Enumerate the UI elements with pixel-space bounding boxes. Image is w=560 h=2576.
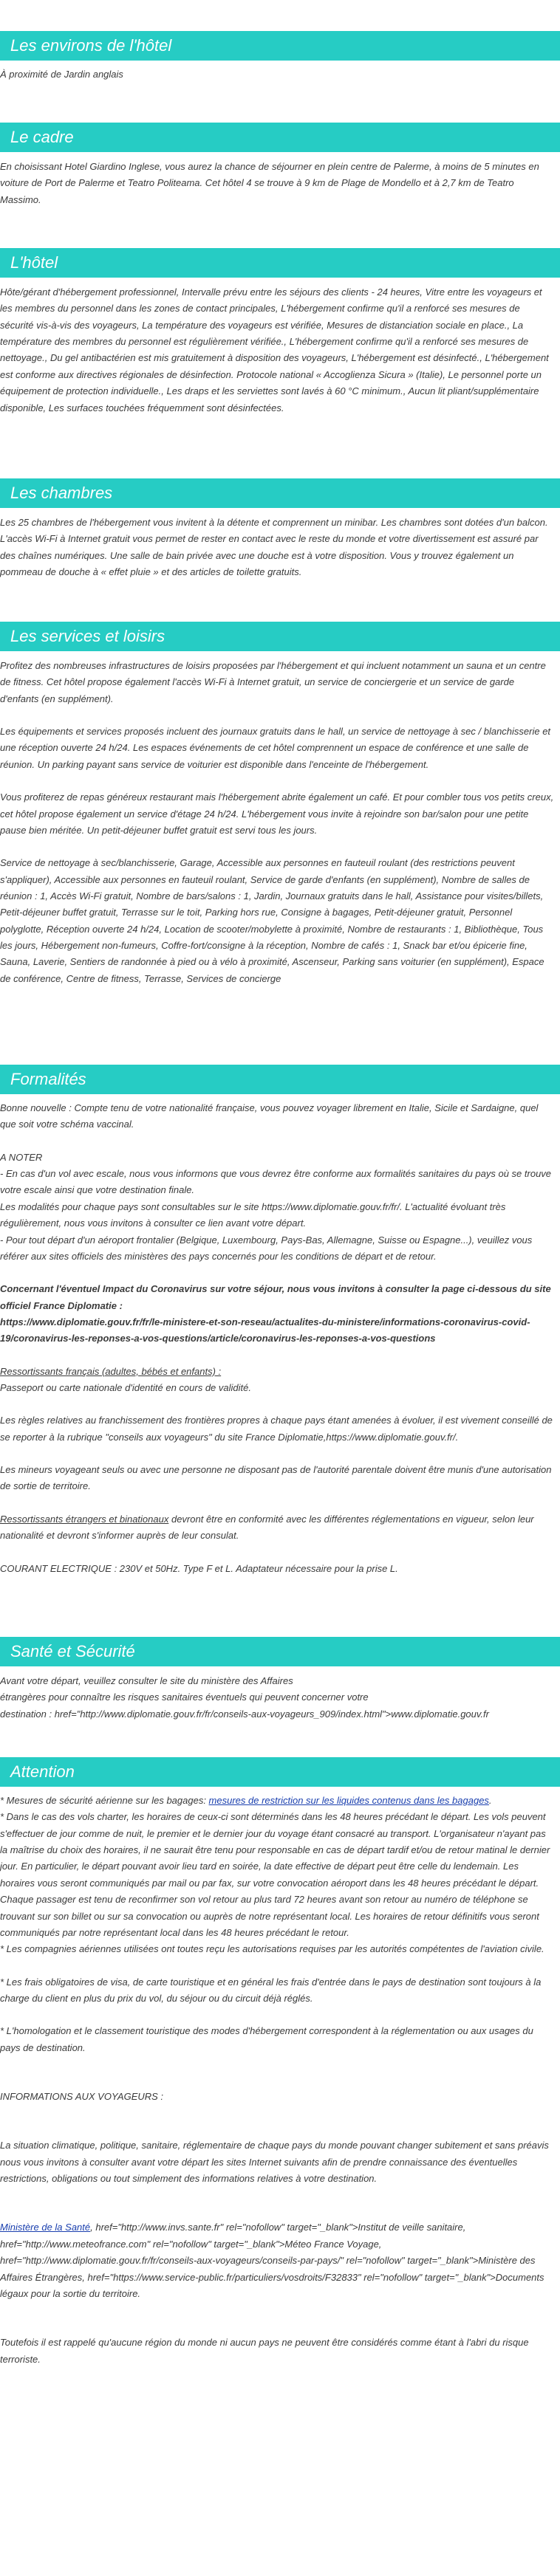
formalites-electric: COURANT ELECTRIQUE : 230V et 50Hz. Type F et L. Adaptateur nécessaire pour la prise L.	[0, 1562, 398, 1574]
services-paragraph-1: Profitez des nombreuses infrastructures de loisirs proposées par l'hébergement et qui incluent notamment un sauna et un centre de fitness. Cet hôtel propose également l'accès Wi-Fi à Internet gratuit, un service de conciergerie et un service de garde d'enfants (en supplément).	[0, 660, 546, 704]
ministere-sante-link[interactable]: Ministère de la Santé	[0, 2222, 91, 2233]
hotel-text: Hôte/gérant d'hébergement professionnel, Intervalle prévu entre les séjours des clients - 24 heures, Vitre entre les voyageurs et les membres du personnel dans les zones de contact principales, L'hébergement confirme qu'il a renforcé ses mesures de sécurité vis-à-vis des voyageurs, La température des voyageurs est vérifiée, Mesures de distanciation sociale en place., La température des membres du personnel est régulièrement vérifiée., L'hébergement confirme qu'il a renforcé ses mesures de nettoyage., Du gel antibactérien est mis gratuitement à disposition des voyageurs, L'hébergement est désinfecté., L'hébergement est conforme aux directives régionales de désinfection. Protocole national « Accoglienza Sicura » (Italie), Le personnel porte un équipement de protection individuelle., Les draps et les serviettes sont lavés à 60 °C minimum., Aucun lit pliant/supplémentaire disponible, Les surfaces touchées fréquemment sont désinfectées.	[0, 286, 549, 413]
formalites-section	[0, 1100, 556, 1577]
attention-links-rest: , href="http://www.invs.sante.fr" rel="nofollow" target="_blank">Institut de veille sanitaire, href="http://www.meteofrance.com" rel="nofollow" target="_blank">Méteo France Voyage, href="http://www.diplomatie.gouv.fr/fr/conseils-aux-voyageurs/conseils-par-pays/" rel="nofollow" target="_blank">Ministère des Affaires Étrangères, href="https://www.service-public.fr/particuliers/vosdroits/F32833" rel="nofollow" target="_blank">Documents légaux pour la sortie du territoire.	[0, 2222, 544, 2299]
attention-situation-2: nous vous invitons à consulter avant votre départ les sites Internet suivants afin de prendre connaissance des éventuelles restrictions, obligations ou tout simplement des informations relatives à votre destination.	[0, 2156, 518, 2185]
attention-terrorism: Toutefois il est rappelé qu'aucune région du monde ni aucun pays ne peuvent être considérés comme étant à l'abri du risque terroriste.	[0, 2337, 529, 2365]
section-title-formalites: Formalités	[0, 1065, 560, 1094]
attention-luggage-prefix: * Mesures de sécurité aérienne sur les bagages:	[0, 1795, 209, 1806]
cadre-text: En choisissant Hotel Giardino Inglese, vous aurez la chance de séjourner en plein centre de Palerme, à moins de 5 minutes en voiture de Port de Palerme et Teatro Politeama. Cet hôtel 4 se trouve à 9 km de Plage de Mondello et à 2,7 km de Teatro Massimo.	[0, 161, 539, 205]
formalites-foreigners	[0, 1511, 556, 1545]
section-title-services: Les services et loisirs	[0, 622, 560, 651]
services-paragraph-3: Vous profiterez de repas généreux restaurant mais l'hébergement abrite également un café. Et pour combler tous vos petits creux, cet hôtel propose également un service d'étage 24 h/24. L'hébergement vous invite à rejoindre son bar/salon pour une petite pause bien méritée. Un petit-déjeuner buffet gratuit est servi tous les jours.	[0, 791, 554, 836]
environs-section	[0, 66, 556, 83]
section-title-attention: Attention	[0, 1757, 560, 1787]
hotel-section	[0, 284, 556, 416]
environs-text: À proximité de Jardin anglais	[0, 69, 123, 80]
sante-line-2: étrangères pour connaître les risques sanitaires éventuels qui peuvent concerner votre	[0, 1691, 369, 1703]
formalites-note-line2: Les modalités pour chaque pays sont consultables sur le site https://www.diplomatie.gouv.fr/fr/. L'actualité évoluant très régulièrement, nous vous invitons à consulter ce lien avant votre départ.	[0, 1201, 506, 1229]
formalites-note-line3: - Pour tout départ d'un aéroport frontalier (Belgique, Luxembourg, Pays-Bas, Allemagne, Suisse ou Espagne...), veuillez vous référer aux sites officiels des ministères des pays concernés pour les conditions de départ et de retour.	[0, 1234, 533, 1262]
formalites-french-text: Passeport ou carte nationale d'identité en cours de validité.	[0, 1382, 251, 1394]
attention-situation-1: La situation climatique, politique, sanitaire, réglementaire de chaque pays du monde pouvant changer subitement et sans préavis	[0, 2140, 549, 2151]
attention-classification: * L'homologation et le classement touristique des modes d'hébergement correspondent à la réglementation ou aux usages du pays de destination.	[0, 2025, 533, 2053]
formalites-coronavirus-link[interactable]: https://www.diplomatie.gouv.fr/fr/le-ministere-et-son-reseau/actualites-du-ministere/informations-coronavirus-covid-19/coronavirus-les-reponses-a-vos-questions/article/coronavirus-les-reponses-a-vos-questions	[0, 1316, 530, 1344]
attention-luggage-suffix: .	[488, 1795, 492, 1806]
section-title-chambres: Les chambres	[0, 478, 560, 508]
formalites-note-head: A NOTER	[0, 1151, 43, 1163]
formalites-foreigners-text: devront être en conformité avec les différentes réglementations en vigueur, selon leur nationalité et devront s'informer auprès de leur consulat.	[0, 1513, 534, 1542]
formalites-minors: Les mineurs voyageant seuls ou avec une personne ne disposant pas de l'autorité parentale doivent être munis d'une autorisation de sortie de territoire.	[0, 1464, 552, 1492]
attention-visa: * Les frais obligatoires de visa, de carte touristique et en général les frais d'entrée dans le pays de destination sont toujours à la charge du client en plus du prix du vol, du séjour ou du circuit déjà réglés.	[0, 1976, 542, 2004]
section-title-cadre: Le cadre	[0, 123, 560, 152]
section-title-sante: Santé et Sécurité	[0, 1637, 560, 1666]
formalites-foreigners-heading: Ressortissants étrangers et binationaux	[0, 1513, 169, 1525]
attention-info-heading: INFORMATIONS AUX VOYAGEURS :	[0, 2091, 164, 2103]
sante-line-3: destination : href="http://www.diplomatie.gouv.fr/fr/conseils-aux-voyageurs_909/index.html">www.diplomatie.gouv.fr	[0, 1708, 489, 1720]
chambres-text: Les 25 chambres de l'hébergement vous invitent à la détente et comprennent un minibar. Les chambres sont dotées d'un balcon. L'accès Wi-Fi à Internet gratuit vous permet de rester en contact avec le reste du monde et votre divertissement est assuré par des chaînes numériques. Une salle de bain privée avec une douche est à votre disposition. Vous y trouvez également un pommeau de douche à « effet pluie » et des articles de toilette gratuits.	[0, 517, 548, 578]
formalites-borders: Les règles relatives au franchissement des frontières propres à chaque pays étant amenées à évoluer, il est vivement conseillé de se reporter à la rubrique "conseils aux voyageurs" du site France Diplomatie,https://www.diplomatie.gouv.fr/.	[0, 1415, 553, 1443]
sante-section	[0, 1673, 556, 1723]
formalites-nationality: Bonne nouvelle : Compte tenu de votre nationalité française, vous pouvez voyager librement en Italie, Sicile et Sardaigne, quel que soit votre schéma vaccinal.	[0, 1102, 539, 1130]
services-paragraph-4: Service de nettoyage à sec/blanchisserie, Garage, Accessible aux personnes en fauteuil roulant (des restrictions peuvent s'appliquer), Accessible aux personnes en fauteuil roulant, Service de garde d'enfants (en supplément), Nombre de salles de réunion : 1, Accès Wi-Fi gratuit, Nombre de bars/salons : 1, Jardin, Journaux gratuits dans le hall, Assistance pour visites/billets, Petit-déjeuner buffet gratuit, Terrasse sur le toit, Parking hors rue, Consigne à bagages, Petit-déjeuner gratuit, Personnel polyglotte, Réception ouverte 24 h/24, Location de scooter/mobylette à proximité, Nombre de restaurants : 1, Bibliothèque, Tous les jours, Hébergement non-fumeurs, Coffre-fort/consigne à la réception, Nombre de cafés : 1, Snack bar et/ou épicerie fine, Sauna, Laverie, Sentiers de randonnée à pied ou à vélo à proximité, Ascenseur, Parking sans voiturier (en supplément), Espace de conférence, Centre de fitness, Terrasse, Services de concierge	[0, 857, 544, 984]
sante-line-1: Avant votre départ, veuillez consulter le site du ministère des Affaires	[0, 1675, 293, 1686]
attention-section	[0, 1793, 556, 2368]
cadre-section	[0, 159, 556, 208]
formalites-french-heading: Ressortissants français (adultes, bébés et enfants) :	[0, 1365, 222, 1377]
attention-charter: * Dans le cas des vols charter, les horaires de ceux-ci sont déterminés dans les 48 heures précédant le départ. Les vols peuvent s'effectuer de jour comme de nuit, le premier et le dernier jour du voyage étant consacré au transport. L'organisateur n'ayant pas la maîtrise du choix des horaires, il ne saurait être tenu pour responsable en cas de départ tardif et/ou de retour matinal le dernier jour. En particulier, le départ pouvant avoir lieu tard en soirée, la date effective de départ peut être celle du lendemain. Les horaires vous seront communiqués par mail ou par fax, sur votre convocation aéroport dans les 48 heures précédant le départ. Chaque passager est tenu de reconfirmer son vol retour au plus tard 72 heures avant son retour au numéro de téléphone se trouvant sur son billet ou sur sa convocation ou auprès de notre représentant local. Les horaires de retour définitifs vous seront communiqués par notre représentant local dans les 48 heures précédant le retour.	[0, 1811, 550, 1938]
formalites-note-line1: - En cas d'un vol avec escale, nous vous informons que vous devrez être conforme aux formalités sanitaires du pays où se trouve votre escale ainsi que votre destination finale.	[0, 1168, 552, 1196]
attention-airlines: * Les compagnies aériennes utilisées ont toutes reçu les autorisations requises par les autorités compétentes de l'aviation civile.	[0, 1943, 544, 1955]
section-title-hotel: L'hôtel	[0, 248, 560, 278]
section-title-environs: Les environs de l'hôtel	[0, 31, 560, 61]
services-paragraph-2: Les équipements et services proposés incluent des journaux gratuits dans le hall, un service de nettoyage à sec / blanchisserie et une réception ouverte 24 h/24. Les espaces événements de cet hôtel comprennent un espace de conférence et une salle de réunion. Un parking payant sans service de voiturier est disponible dans l'enceinte de l'hébergement.	[0, 726, 551, 770]
services-section	[0, 658, 556, 987]
chambres-section	[0, 515, 556, 580]
formalites-coronavirus-heading: Concernant l'éventuel Impact du Coronavirus sur votre séjour, nous vous invitons à consulter la page ci-dessous du site officiel France Diplomatie :	[0, 1283, 551, 1311]
liquids-restriction-link[interactable]: mesures de restriction sur les liquides contenus dans les bagages	[208, 1795, 489, 1806]
attention-links	[0, 2219, 556, 2302]
attention-luggage	[0, 1793, 556, 1809]
